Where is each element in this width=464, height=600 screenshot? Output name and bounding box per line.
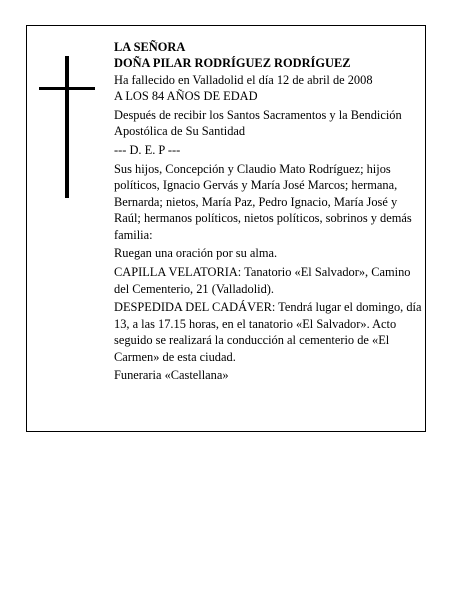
farewell-info: DESPEDIDA DEL CADÁVER: Tendrá lugar el domingo, día 13, a las 17.15 horas, en el tanatorio «El Salvador». Acto seguido se realizará la conducción al cementerio de «El Carmen» de esta ciudad. bbox=[114, 300, 422, 364]
age-statement: A LOS 84 AÑOS DE EDAD bbox=[114, 89, 258, 104]
cross-horizontal-bar bbox=[39, 87, 95, 90]
deceased-name: DOÑA PILAR RODRÍGUEZ RODRÍGUEZ bbox=[114, 56, 351, 71]
cross-vertical-bar bbox=[65, 56, 69, 198]
family-statement: Sus hijos, Concepción y Claudio Mato Rodríguez; hijos políticos, Ignacio Gervás y María José Marcos; hermana, Bernarda; nietos, María Paz, Pedro Ignacio, María José y Raúl; hermanos políticos, nietos políticos, sobrinos y demás familia: bbox=[114, 162, 412, 242]
sacraments-statement: Después de recibir los Santos Sacramentos y la Bendición Apostólica de Su Santidad bbox=[114, 108, 402, 139]
chapel-info: CAPILLA VELATORIA: Tanatorio «El Salvador», Camino del Cementerio, 21 (Valladolid). bbox=[114, 265, 411, 296]
death-statement: Ha fallecido en Valladolid el día 12 de abril de 2008 bbox=[114, 72, 373, 87]
dep-line: --- D. E. P --- bbox=[114, 143, 181, 158]
notice-content bbox=[114, 39, 424, 386]
prayer-request: Ruegan una oración por su alma. bbox=[114, 246, 278, 261]
funeral-home: Funeraria «Castellana» bbox=[114, 368, 229, 383]
obituary-notice bbox=[26, 25, 426, 432]
notice-title: LA SEÑORA bbox=[114, 40, 186, 54]
